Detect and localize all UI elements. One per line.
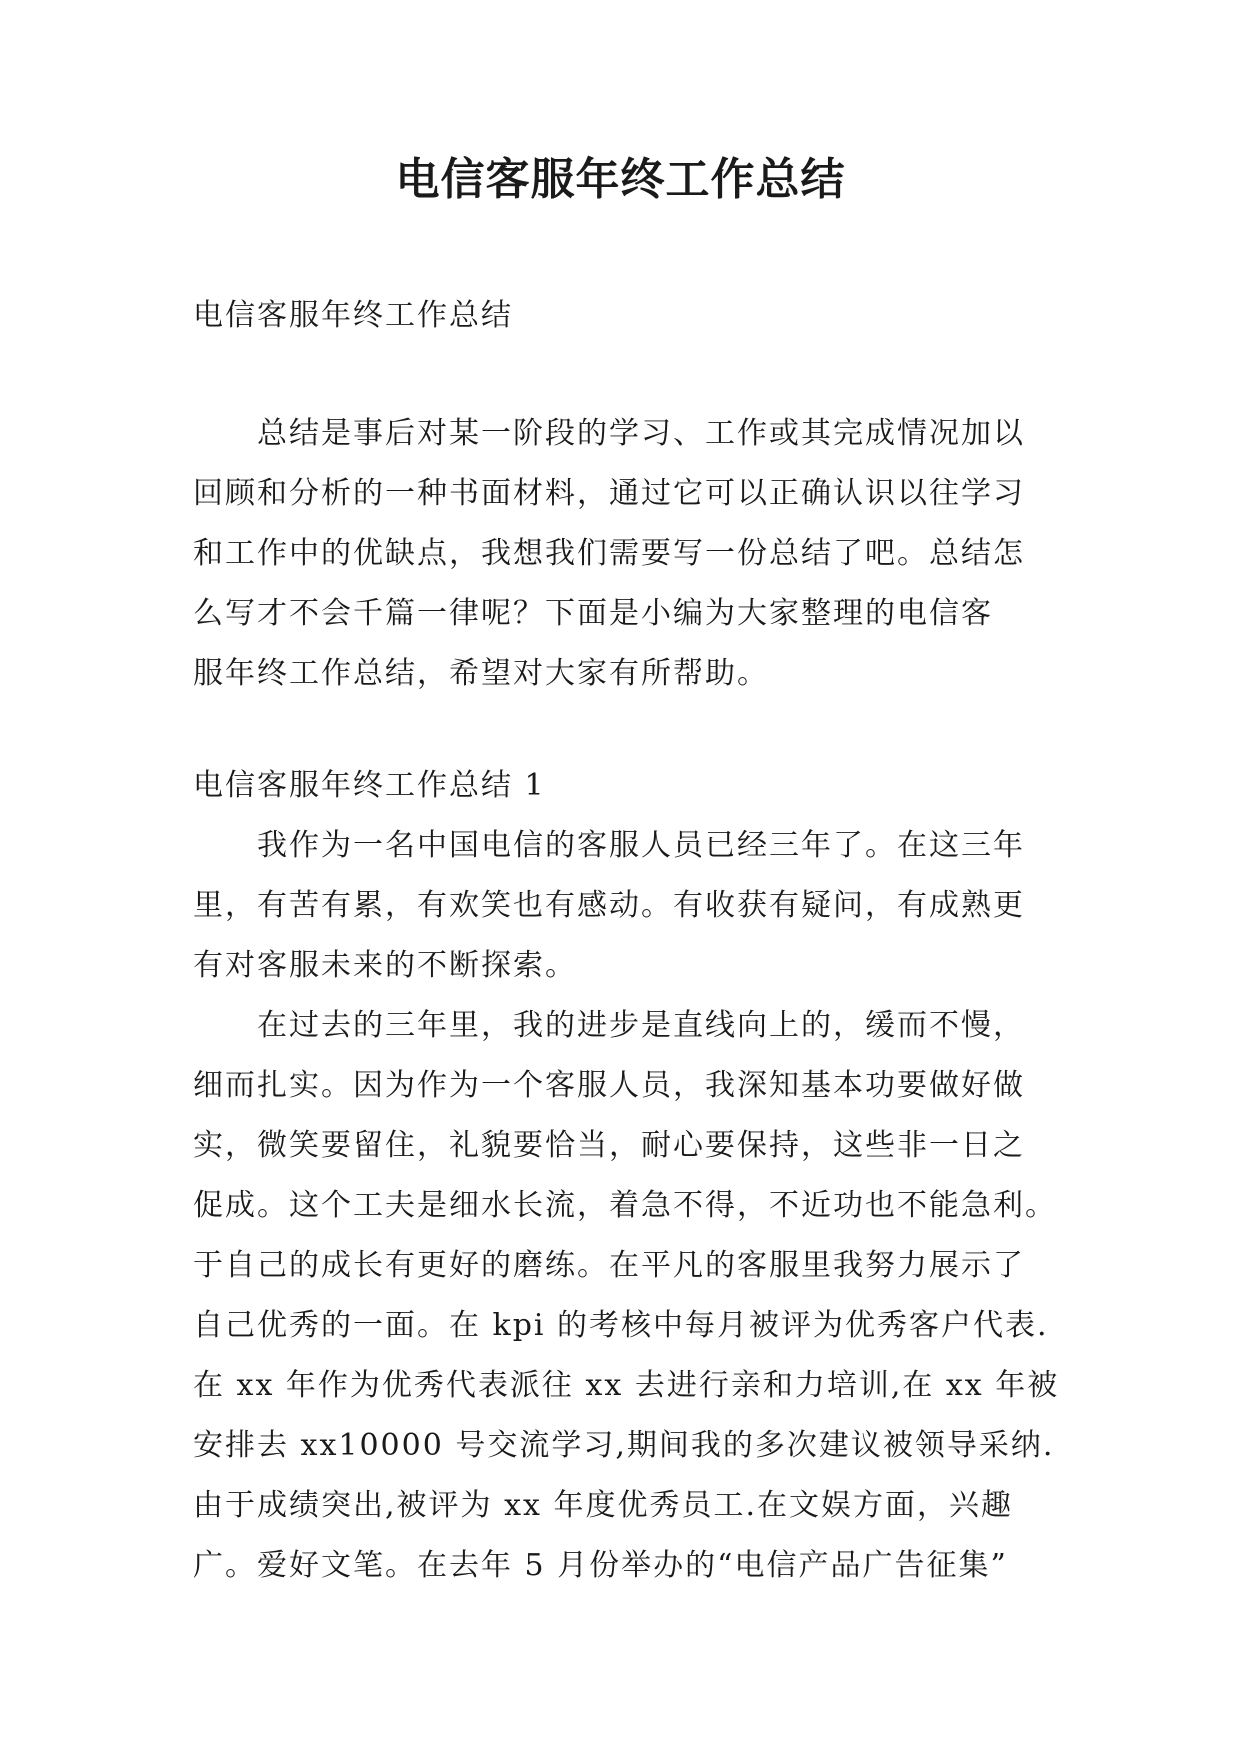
body-line: 我作为一名中国电信的客服人员已经三年了。在这三年 <box>257 828 1025 863</box>
intro-line: 总结是事后对某一阶段的学习、工作或其完成情况加以 <box>257 416 1025 451</box>
section-body <box>193 816 1060 1596</box>
body-line: 由于成绩突出,被评为 xx 年度优秀员工.在文娱方面，兴趣 <box>193 1488 1013 1523</box>
intro-line: 么写才不会千篇一律呢？下面是小编为大家整理的电信客 <box>193 596 993 631</box>
body-line: 有对客服未来的不断探索。 <box>193 948 577 983</box>
body-line: 在过去的三年里，我的进步是直线向上的，缓而不慢， <box>257 1008 1025 1043</box>
intro-line: 回顾和分析的一种书面材料，通过它可以正确认识以往学习 <box>193 476 1025 511</box>
body-line: 实，微笑要留住，礼貌要恰当，耐心要保持，这些非一日之 <box>193 1128 1025 1163</box>
body-line: 促成。这个工夫是细水长流，着急不得，不近功也不能急利。 <box>193 1188 1057 1223</box>
document-title: 电信客服年终工作总结 <box>395 154 846 205</box>
body-line: 里，有苦有累，有欢笑也有感动。有收获有疑问，有成熟更 <box>193 888 1025 923</box>
intro-line: 服年终工作总结，希望对大家有所帮助。 <box>193 656 769 691</box>
body-line: 安排去 xx10000 号交流学习,期间我的多次建议被领导采纳. <box>193 1428 1055 1463</box>
body-line: 自己优秀的一面。在 kpi 的考核中每月被评为优秀客户代表. <box>193 1308 1049 1343</box>
section-heading: 电信客服年终工作总结 1 <box>193 768 546 803</box>
intro-paragraph <box>193 404 1053 704</box>
document-subtitle: 电信客服年终工作总结 <box>193 298 513 333</box>
body-line: 于自己的成长有更好的磨练。在平凡的客服里我努力展示了 <box>193 1248 1025 1283</box>
body-line: 在 xx 年作为优秀代表派往 xx 去进行亲和力培训,在 xx 年被 <box>193 1368 1060 1403</box>
body-line: 广。爱好文笔。在去年 5 月份举办的“电信产品广告征集” <box>193 1548 1008 1583</box>
intro-line: 和工作中的优缺点，我想我们需要写一份总结了吧。总结怎 <box>193 536 1025 571</box>
body-line: 细而扎实。因为作为一个客服人员，我深知基本功要做好做 <box>193 1068 1025 1103</box>
